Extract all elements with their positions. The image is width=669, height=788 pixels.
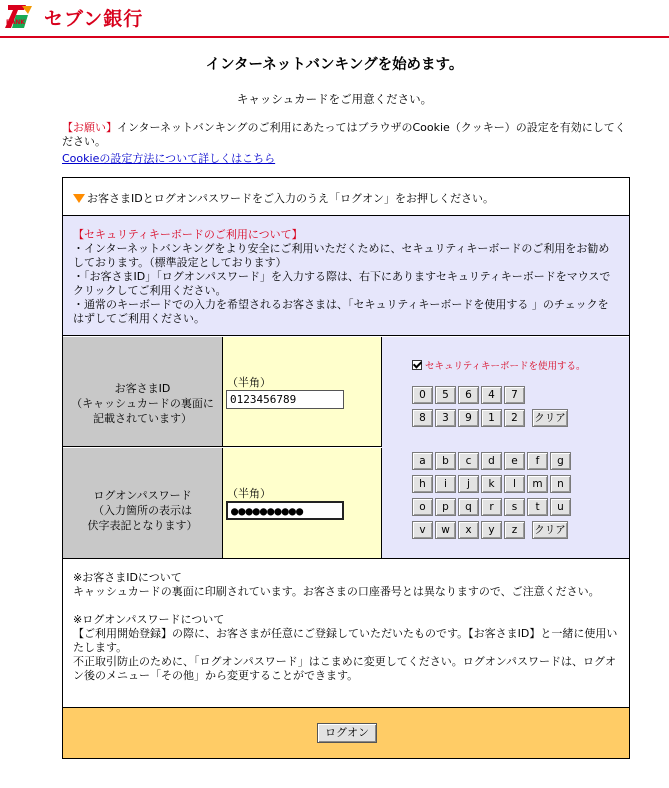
key-letter[interactable]: o [412, 498, 433, 516]
key-letter[interactable]: t [527, 498, 548, 516]
security-keyboard-toggle[interactable] [412, 358, 586, 372]
key-digit[interactable]: 3 [435, 409, 456, 427]
bank-name: セブン銀行 [44, 8, 144, 30]
key-digit[interactable]: 7 [504, 386, 525, 404]
key-letter[interactable]: k [481, 475, 502, 493]
customer-id-label-cell [63, 337, 223, 447]
key-digit[interactable]: 8 [412, 409, 433, 427]
key-letter[interactable]: n [550, 475, 571, 493]
key-letter[interactable]: a [412, 452, 433, 470]
triangle-down-icon [73, 194, 85, 203]
page-subtitle: キャッシュカードをご用意ください。 [236, 92, 433, 106]
pw-note-text-2: 不正取引防止のために、「ログオンパスワード」はこまめに変更してください。ログオンパスワードは、ログオン後のメニュー「その他」から変更することができます。 [73, 655, 616, 682]
security-keyboard [382, 337, 629, 559]
key-digit[interactable]: 2 [504, 409, 525, 427]
key-letter[interactable]: f [527, 452, 548, 470]
customer-id-input-cell [223, 337, 382, 447]
key-letter[interactable]: i [435, 475, 456, 493]
footer-bar [63, 708, 629, 758]
key-digit[interactable]: 5 [435, 386, 456, 404]
security-line-1: ・インターネットバンキングをより安全にご利用いただくために、セキュリティキーボードのご利用をお勧めしております。（標準設定としております） [73, 242, 610, 269]
customer-id-label: お客さまID [114, 382, 171, 395]
key-letter[interactable]: d [481, 452, 502, 470]
key-digit[interactable]: 9 [458, 409, 479, 427]
key-letter[interactable]: l [504, 475, 525, 493]
instruction-bar [63, 178, 629, 216]
password-label: ログオンパスワード [93, 489, 192, 502]
key-digit[interactable]: 4 [481, 386, 502, 404]
notes-section [63, 559, 629, 708]
key-letter[interactable]: h [412, 475, 433, 493]
id-note-text: キャッシュカードの裏面に印刷されています。お客さまの口座番号とは異なりますので、ご注意ください。 [73, 585, 600, 598]
password-input-cell [223, 448, 382, 559]
key-digit[interactable]: 1 [481, 409, 502, 427]
key-letter[interactable]: c [458, 452, 479, 470]
key-digit[interactable]: 6 [458, 386, 479, 404]
security-info [63, 216, 629, 336]
key-letter[interactable]: g [550, 452, 571, 470]
cookie-settings-link[interactable]: Cookieの設定方法について詳しくはこちら [62, 152, 276, 165]
notice-text: インターネットバンキングのご利用にあたってはブラウザのCookie（クッキー）の設定を有効にしてください。 [62, 121, 626, 148]
key-letter[interactable]: b [435, 452, 456, 470]
seven-bank-logo-icon [2, 2, 38, 32]
notice-prefix: 【お願い】 [62, 121, 117, 134]
instruction-text: お客さまIDとログオンパスワードをご入力のうえ「ログオン」をお押しください。 [87, 192, 494, 205]
digit-clear-button[interactable]: クリア [532, 409, 568, 427]
password-input[interactable] [226, 501, 344, 520]
key-letter[interactable]: v [412, 521, 433, 539]
pw-note-heading: ※ログオンパスワードについて [73, 613, 225, 626]
site-header [0, 0, 669, 38]
customer-id-input[interactable] [226, 390, 344, 409]
security-line-3: ・通常のキーボードでの入力を希望されるお客さまは、「セキュリティキーボードを使用する 」のチェックをはずしてご利用ください。 [73, 298, 609, 325]
cookie-notice [62, 121, 632, 149]
password-hint: （半角） [227, 487, 271, 500]
key-letter[interactable]: q [458, 498, 479, 516]
logo-text: BANK [6, 19, 25, 26]
id-note-heading: ※お客さまIDについて [73, 571, 182, 584]
key-letter[interactable]: y [481, 521, 502, 539]
key-letter[interactable]: e [504, 452, 525, 470]
page-title: インターネットバンキングを始めます。 [205, 57, 464, 73]
key-letter[interactable]: m [527, 475, 548, 493]
password-label-cell [63, 448, 223, 559]
password-note-1: （入力箇所の表示は [93, 504, 192, 517]
key-letter[interactable]: z [504, 521, 525, 539]
key-letter[interactable]: p [435, 498, 456, 516]
security-title: 【セキュリティキーボードのご利用について】 [73, 228, 303, 241]
customer-id-hint: （半角） [227, 376, 271, 389]
key-letter[interactable]: w [435, 521, 456, 539]
login-box [62, 177, 630, 759]
letter-clear-button[interactable]: クリア [532, 521, 568, 539]
pw-note-text-1: 【ご利用開始登録】の際に、お客さまが任意にご登録していただいたものです。【お客さまID】と一緒に使用いたします。 [73, 627, 618, 654]
customer-id-note-2: 記載されています） [93, 412, 192, 425]
password-note-2: 伏字表記となります） [87, 519, 198, 532]
checkbox-checked-icon[interactable] [412, 360, 422, 370]
key-letter[interactable]: s [504, 498, 525, 516]
key-letter[interactable]: x [458, 521, 479, 539]
logon-button[interactable]: ログオン [317, 723, 377, 743]
key-letter[interactable]: j [458, 475, 479, 493]
security-line-2: ・「お客さまID」「ログオンパスワード」を入力する際は、右下にありますセキュリティキーボードをマウスでクリックしてご利用ください。 [73, 270, 611, 297]
customer-id-note-1: （キャッシュカードの裏面に [71, 397, 214, 410]
key-letter[interactable]: r [481, 498, 502, 516]
security-keyboard-label: セキュリティキーボードを使用する。 [425, 361, 586, 372]
key-letter[interactable]: u [550, 498, 571, 516]
key-digit[interactable]: 0 [412, 386, 433, 404]
